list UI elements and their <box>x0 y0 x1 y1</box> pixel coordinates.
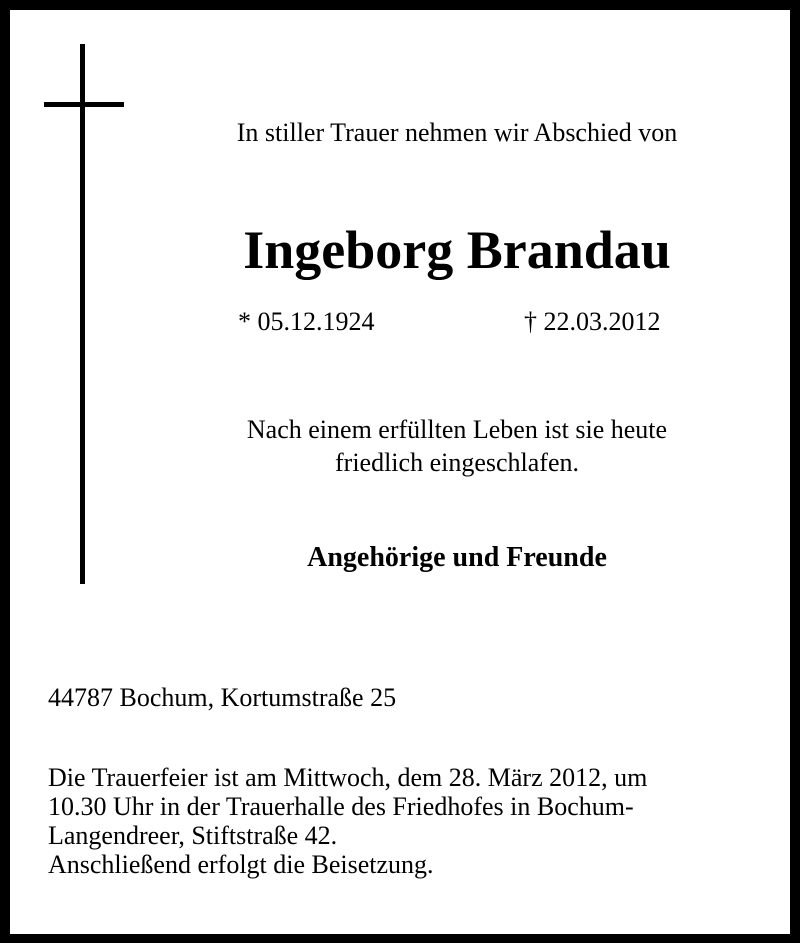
service-line: Langendreer, Stiftstraße 42. <box>48 821 338 850</box>
death-date: † 22.03.2012 <box>524 307 661 336</box>
address-text: 44787 Bochum, Kortumstraße 25 <box>48 683 397 712</box>
statement-line: friedlich eingeschlafen. <box>335 448 579 477</box>
deceased-name: Ingeborg Brandau <box>243 220 671 280</box>
statement-text <box>140 413 774 479</box>
cross-icon-vertical-bar <box>80 44 85 584</box>
service-line: 10.30 Uhr in der Trauerhalle des Friedhofes in Bochum- <box>48 792 634 821</box>
signers-text: Angehörige und Freunde <box>307 542 607 573</box>
service-line: Anschließend erfolgt die Beisetzung. <box>48 850 434 879</box>
birth-date: * 05.12.1924 <box>238 307 375 336</box>
intro-text: In stiller Trauer nehmen wir Abschied von <box>236 118 678 147</box>
cross-icon-horizontal-bar <box>44 102 124 107</box>
statement-line: Nach einem erfüllten Leben ist sie heute <box>246 415 668 444</box>
service-line: Die Trauerfeier ist am Mittwoch, dem 28. März 2012, um <box>48 763 648 792</box>
service-info <box>48 763 647 879</box>
